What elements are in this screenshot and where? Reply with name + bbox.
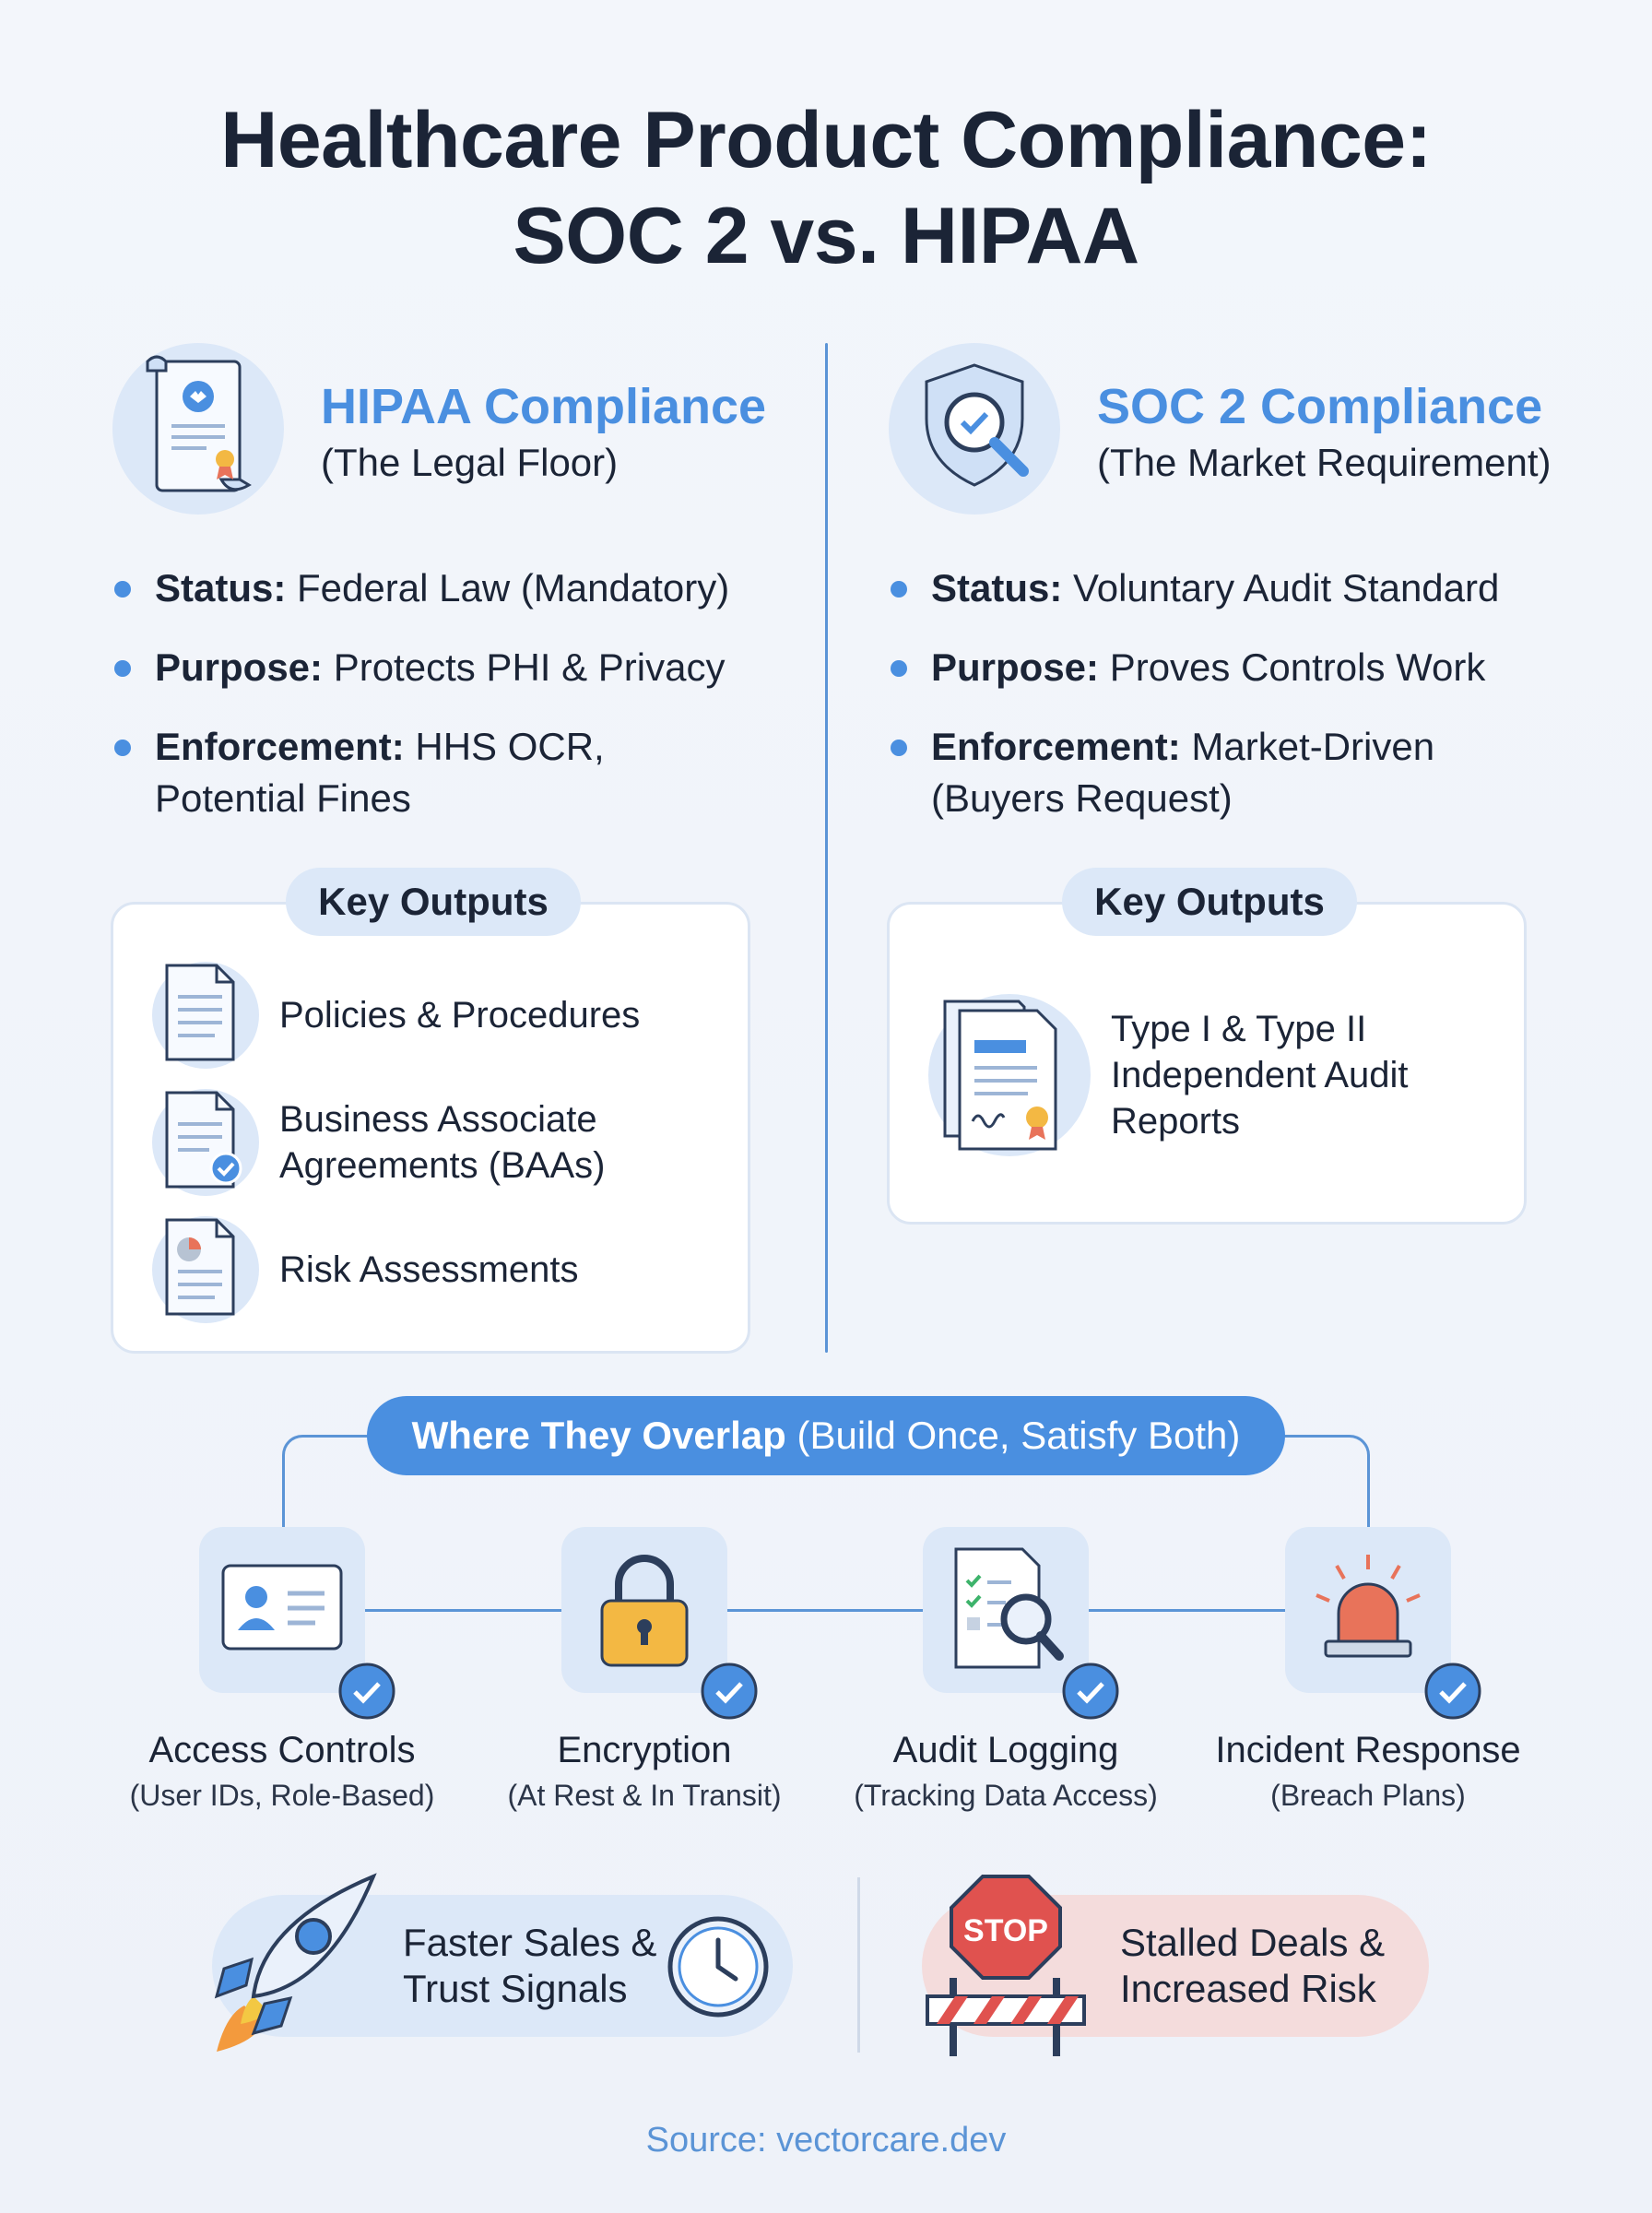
source-credit: Source: vectorcare.dev <box>645 2121 1007 2160</box>
output-policies <box>150 960 740 1071</box>
title-line-2: SOC 2 vs. HIPAA <box>513 192 1139 280</box>
overlap-item-name: Audit Logging <box>892 1730 1119 1770</box>
overlap-item-audit-logging <box>840 1527 1172 1813</box>
key-outputs-label: Key Outputs <box>1062 868 1357 936</box>
outcome-negative-line-1: Stalled Deals & <box>1120 1921 1386 1964</box>
outcome-positive-text <box>403 1920 656 2012</box>
overlap-item-desc: (At Rest & In Transit) <box>507 1779 782 1812</box>
overlap-item-name: Access Controls <box>148 1730 416 1770</box>
bullet-label: Purpose: <box>155 645 324 689</box>
bullet-text: Voluntary Audit Standard <box>1073 566 1500 609</box>
output-label: Risk Assessments <box>279 1249 579 1290</box>
soc2-subheading: (The Market Requirement) <box>1097 441 1552 484</box>
hipaa-bullet-list <box>111 562 848 852</box>
bullet-dot <box>114 740 131 756</box>
bullet-status <box>887 562 1624 614</box>
rocket-icon <box>189 1867 383 2061</box>
check-circle-icon <box>1423 1662 1482 1721</box>
incident-response-tile <box>1285 1527 1451 1693</box>
bullet-purpose <box>111 642 848 693</box>
overlap-item-encryption <box>478 1527 810 1813</box>
overlap-item-name: Encryption <box>557 1730 732 1770</box>
outcome-negative-line-2: Increased Risk <box>1120 1967 1376 2010</box>
stop-sign-icon <box>918 1867 1093 2061</box>
bullet-label: Enforcement: <box>931 725 1181 768</box>
bullet-label: Purpose: <box>931 645 1100 689</box>
soc2-key-outputs-card <box>887 880 1527 1225</box>
overlap-item-incident-response <box>1202 1527 1534 1813</box>
hipaa-heading: HIPAA Compliance <box>321 379 767 434</box>
overlap-heading-rest: (Build Once, Satisfy Both) <box>785 1414 1241 1457</box>
bullet-label: Status: <box>155 566 287 609</box>
shield-magnifier-icon <box>887 341 1062 516</box>
bullet-dot <box>891 660 907 677</box>
overlap-item-desc: (User IDs, Role-Based) <box>129 1779 435 1812</box>
title-line-1: Healthcare Product Compliance: <box>220 96 1432 184</box>
bullet-enforcement <box>887 721 1624 824</box>
bullet-dot <box>891 581 907 598</box>
hipaa-key-outputs-card <box>111 880 750 1354</box>
output-baas <box>150 1087 740 1198</box>
outcomes-divider <box>857 1877 860 2053</box>
bullet-label: Status: <box>931 566 1063 609</box>
check-circle-icon <box>700 1662 759 1721</box>
encryption-tile <box>561 1527 727 1693</box>
document-chart-icon <box>150 1214 261 1325</box>
bullet-dot <box>114 660 131 677</box>
output-label-continued: Independent Audit <box>1111 1055 1409 1095</box>
outcome-positive-line-2: Trust Signals <box>403 1967 628 2010</box>
outcome-positive-line-1: Faster Sales & <box>403 1921 657 1964</box>
output-label-continued: Reports <box>1111 1101 1241 1142</box>
overlap-heading-bold: Where They Overlap <box>411 1414 786 1457</box>
bullet-label: Enforcement: <box>155 725 405 768</box>
clock-icon <box>666 1914 771 2019</box>
access-controls-tile <box>199 1527 365 1693</box>
stop-sign-text: STOP <box>963 1913 1048 1948</box>
bullet-status <box>111 562 848 614</box>
bullet-text-continued: (Buyers Request) <box>931 776 1233 820</box>
bullet-enforcement <box>111 721 848 824</box>
soc2-heading: SOC 2 Compliance <box>1097 379 1543 434</box>
page-title <box>0 92 1652 284</box>
output-audit-reports <box>926 997 1516 1154</box>
overlap-item-name: Incident Response <box>1215 1730 1521 1770</box>
bullet-dot <box>114 581 131 598</box>
output-risk-assessments <box>150 1214 740 1325</box>
outcome-negative-text <box>1120 1920 1385 2012</box>
overlap-heading <box>367 1396 1285 1475</box>
overlap-item-desc: (Breach Plans) <box>1270 1779 1466 1812</box>
hipaa-subheading: (The Legal Floor) <box>321 441 619 484</box>
output-label: Business Associate <box>279 1099 597 1140</box>
output-label-continued: Agreements (BAAs) <box>279 1145 606 1186</box>
bullet-text: Proves Controls Work <box>1109 645 1486 689</box>
document-check-icon <box>150 1087 261 1198</box>
document-icon <box>150 960 261 1071</box>
bullet-text-continued: Potential Fines <box>155 776 411 820</box>
output-label: Policies & Procedures <box>279 995 641 1035</box>
bullet-text: Protects PHI & Privacy <box>333 645 726 689</box>
bullet-purpose <box>887 642 1624 693</box>
overlap-item-access-controls <box>116 1527 448 1813</box>
soc2-bullet-list <box>887 562 1624 852</box>
legal-scroll-icon <box>111 341 286 516</box>
check-circle-icon <box>337 1662 396 1721</box>
bullet-dot <box>891 740 907 756</box>
audit-report-icon <box>926 992 1092 1158</box>
key-outputs-label: Key Outputs <box>286 868 581 936</box>
check-circle-icon <box>1061 1662 1120 1721</box>
bullet-text: Federal Law (Mandatory) <box>297 566 730 609</box>
bullet-text: Market-Driven <box>1191 725 1435 768</box>
audit-logging-tile <box>923 1527 1089 1693</box>
bullet-text: HHS OCR, <box>415 725 605 768</box>
output-label: Type I & Type II <box>1111 1009 1367 1049</box>
overlap-item-desc: (Tracking Data Access) <box>854 1779 1158 1812</box>
